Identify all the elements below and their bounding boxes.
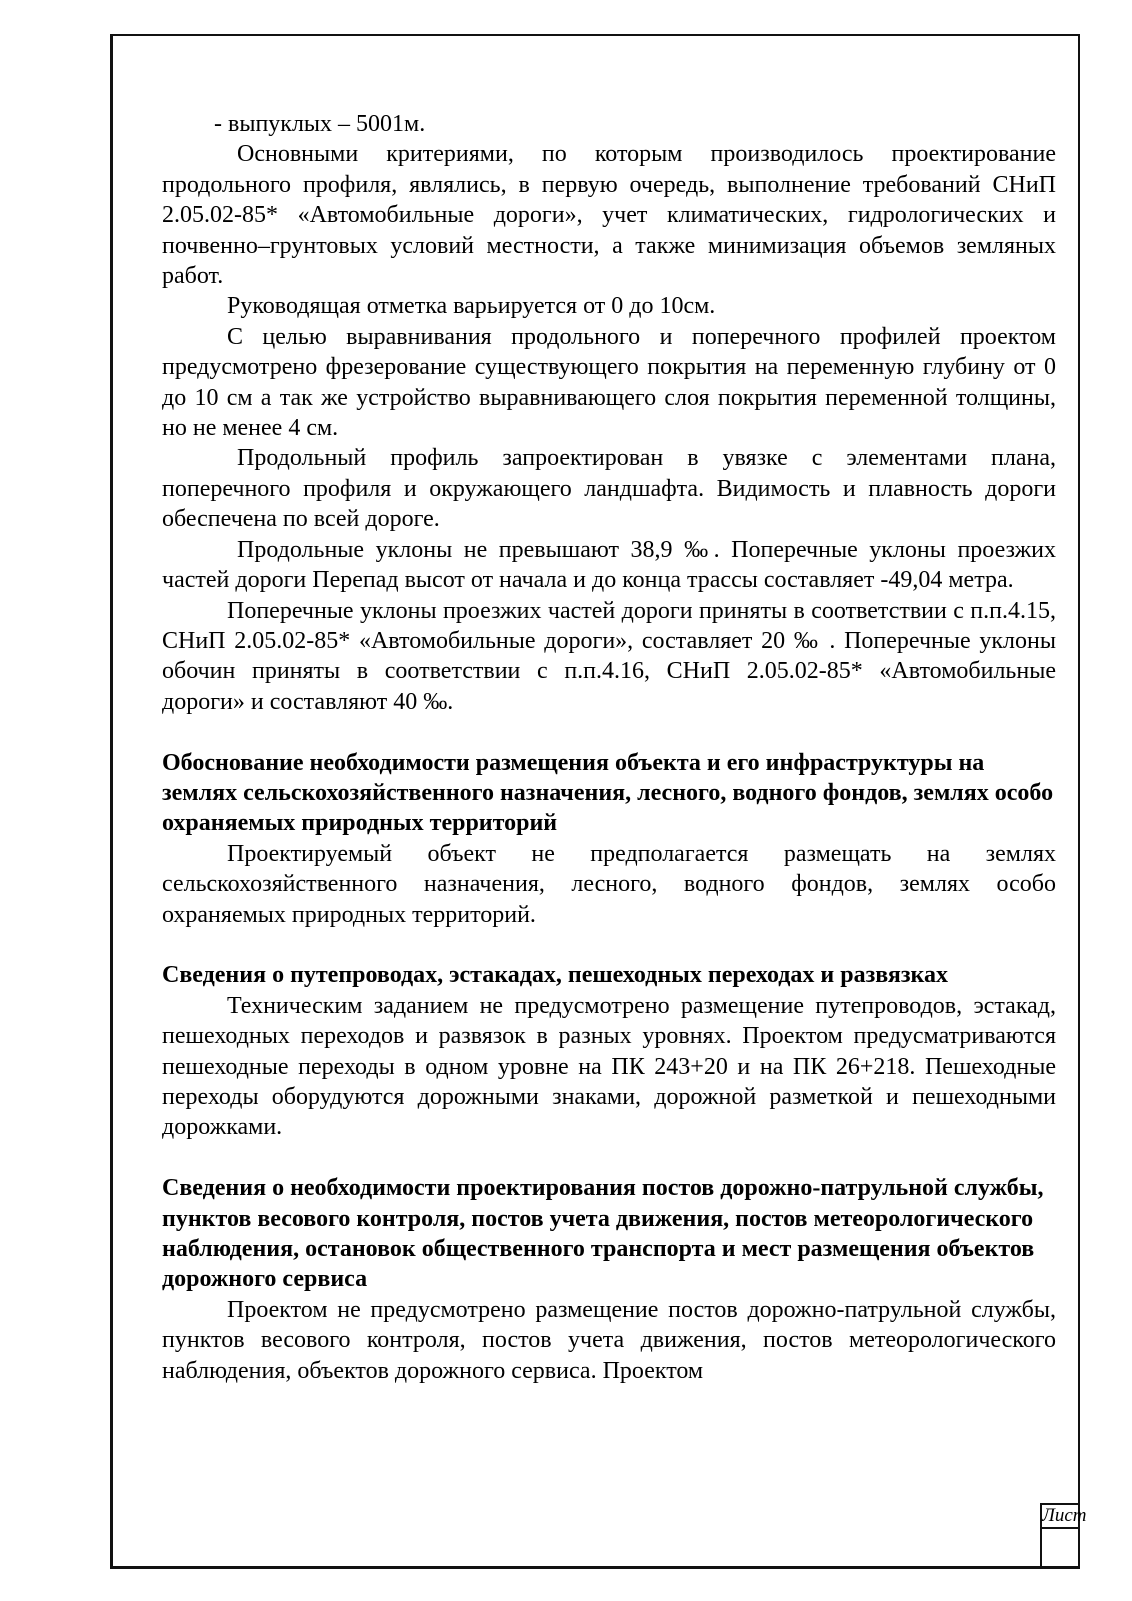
- sheet-number-stamp: [1040, 1503, 1087, 1569]
- spacer: [162, 717, 1056, 747]
- paragraph: С целью выравнивания продольного и поперечного профилей проектом предусмотрено фрезерование существующего покрытия на переменную глубину от 0 до 10 см а так же устройство выравнивающего слоя покрытия переменной толщины, но не менее 4 см.: [162, 323, 1056, 442]
- paragraph: Руководящая отметка варьируется от 0 до 10см.: [227, 293, 716, 320]
- sheet-number: [1042, 1529, 1080, 1567]
- paragraph: Продольный профиль запроектирован в увязке с элементами плана, поперечного профиля и окружающего ландшафта. Видимость и плавность дороги обеспечена по всей дороге.: [162, 445, 1056, 533]
- paragraph: Проектом не предусмотрено размещение постов дорожно-патрульной службы, пунктов весового контроля, постов учета движения, постов метеорологического наблюдения, объектов дорожного сервиса. Проектом: [162, 1296, 1056, 1384]
- paragraph: Техническим заданием не предусмотрено размещение путепроводов, эстакад, пешеходных переходов и развязок в разных уровнях. Проектом предусматриваются пешеходные переходы в одном уровне на ПК 243+20 и на ПК 26+218. Пешеходные переходы оборудуются дорожными знаками, дорожной разметкой и пешеходными дорожками.: [162, 992, 1056, 1141]
- paragraph: Основными критериями, по которым производилось проектирование продольного профиля, являлись, в первую очередь, выполнение требований СНиП 2.05.02-85* «Автомобильные дороги», учет климатических, гидрологических и почвенно–грунтовых условий местности, а также минимизация объемов земляных работ.: [162, 141, 1056, 290]
- spacer: [162, 1143, 1056, 1173]
- sheet-label: Лист: [1042, 1503, 1080, 1529]
- paragraph: - выпуклых – 5001м.: [214, 111, 426, 137]
- paragraph: Продольные уклоны не превышают 38,9 ‰. Поперечные уклоны проезжих частей дороги Перепад высот от начала и до конца трассы составляет -49,04 метра.: [162, 536, 1056, 594]
- section-heading: Обоснование необходимости размещения объекта и его инфраструктуры на землях сельскохозяйственного назначения, лесного, водного фондов, землях особо охраняемых природных территорий: [162, 749, 1054, 837]
- section-heading: Сведения о необходимости проектирования постов дорожно-патрульной службы, пунктов весового контроля, постов учета движения, постов метеорологического наблюдения, остановок общественного транспорта и мест размещения объектов дорожного сервиса: [162, 1175, 1044, 1293]
- section-heading: Сведения о путепроводах, эстакадах, пешеходных переходах и развязках: [162, 962, 948, 989]
- spacer: [162, 930, 1056, 960]
- paragraph: Проектируемый объект не предполагается размещать на землях сельскохозяйственного назначения, лесного, водного фондов, землях особо охраняемых природных территорий.: [162, 840, 1056, 928]
- document-body: [162, 109, 1056, 1386]
- paragraph: Поперечные уклоны проезжих частей дороги приняты в соответствии с п.п.4.15, СНиП 2.05.02-85* «Автомобильные дороги», составляет 20 ‰ . Поперечные уклоны обочин приняты в соответствии с п.п.4.16, СНиП 2.05.02-85* «Автомобильные дороги» и составляют 40 ‰.: [162, 597, 1056, 715]
